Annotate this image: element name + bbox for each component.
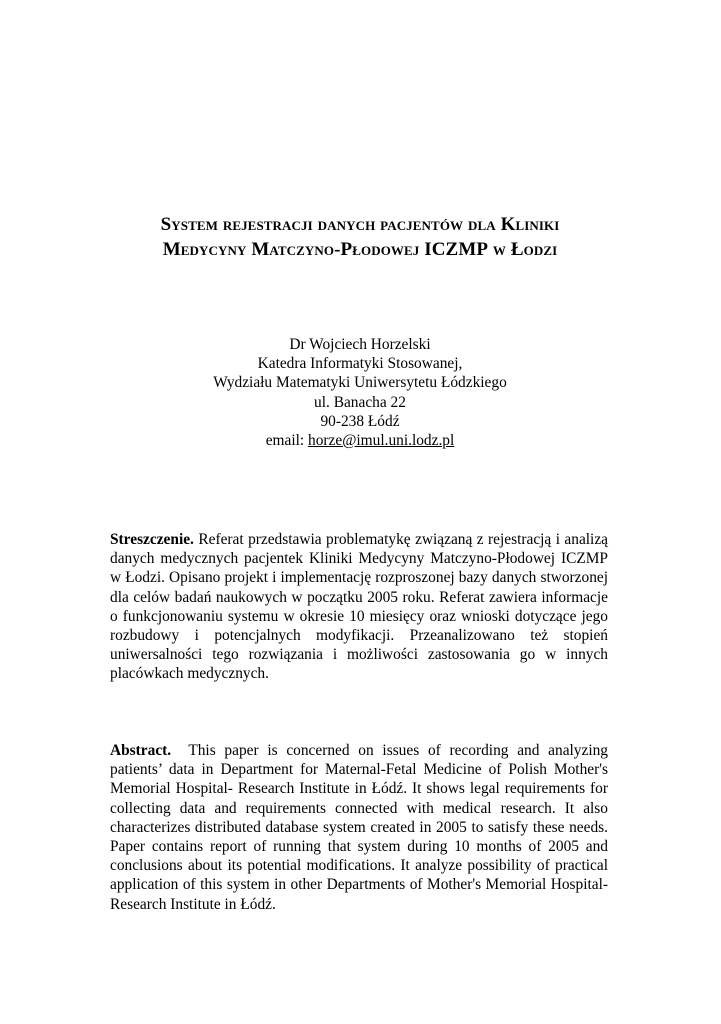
author-block [110, 335, 610, 450]
abstract-polish-text: Referat przedstawia problematykę związaną z rejestracją i analizą danych medycznych pacjentek Kliniki Medycyny Matczyno-Płodowej ICZMP w Łodzi. Opisano projekt i implementację rozproszonej bazy danych stworzonej dla celów badań naukowych w początku 2005 roku. Referat zawiera informacje o funkcjonowaniu systemu w okresie 10 miesięcy oraz wnioski dotyczące jego rozbudowy i potencjalnych modyfikacji. Przeanalizowano też stopień uniwersalności tego rozwiązania i możliwości zastosowania go w innych placówkach medycznych. [110, 531, 608, 683]
email-label: email: [265, 432, 309, 450]
email-link[interactable]: horze@imul.uni.lodz.pl [308, 432, 455, 450]
title-line-1: System rejestracji danych pacjentów dla Kliniki [160, 214, 560, 235]
author-city: 90-238 Łódź [320, 412, 400, 430]
author-faculty: Wydziału Matematyki Uniwersytetu Łódzkiego [213, 374, 507, 392]
title-line-2 [110, 237, 610, 262]
abstract-polish-label: Streszczenie. [110, 531, 194, 548]
title-line-2-part-c: w Łodzi [488, 239, 558, 260]
author-department: Katedra Informatyki Stosowanej, [257, 355, 463, 373]
abstract-english-label: Abstract. [110, 742, 172, 759]
title-acronym: ICZMP [424, 239, 489, 260]
author-email-line [110, 431, 610, 450]
abstract-english-text: This paper is concerned on issues of recording and analyzing patients’ data in Department for Maternal-Fetal Medicine of Polish Mother's Memorial Hospital- Research Institute in Łódź. It shows legal requirements for collecting data and requirements connected with medical research. It also characterizes distributed database system created in 2005 to satisfy these needs. Paper contains report of running that system during 10 months of 2005 and conclusions about its potential modifications. It analyze possibility of practical application of this system in other Departments of Mother's Memorial Hospital- Research Institute in Łódź. [110, 742, 612, 913]
author-name: Dr Wojciech Horzelski [289, 336, 431, 353]
title-line-2-part-a: Medycyny Matczyno-Płodowej [162, 239, 425, 260]
author-street: ul. Banacha 22 [314, 393, 406, 411]
paper-title [110, 212, 610, 262]
abstract-polish [110, 530, 608, 684]
abstract-english [110, 741, 612, 914]
